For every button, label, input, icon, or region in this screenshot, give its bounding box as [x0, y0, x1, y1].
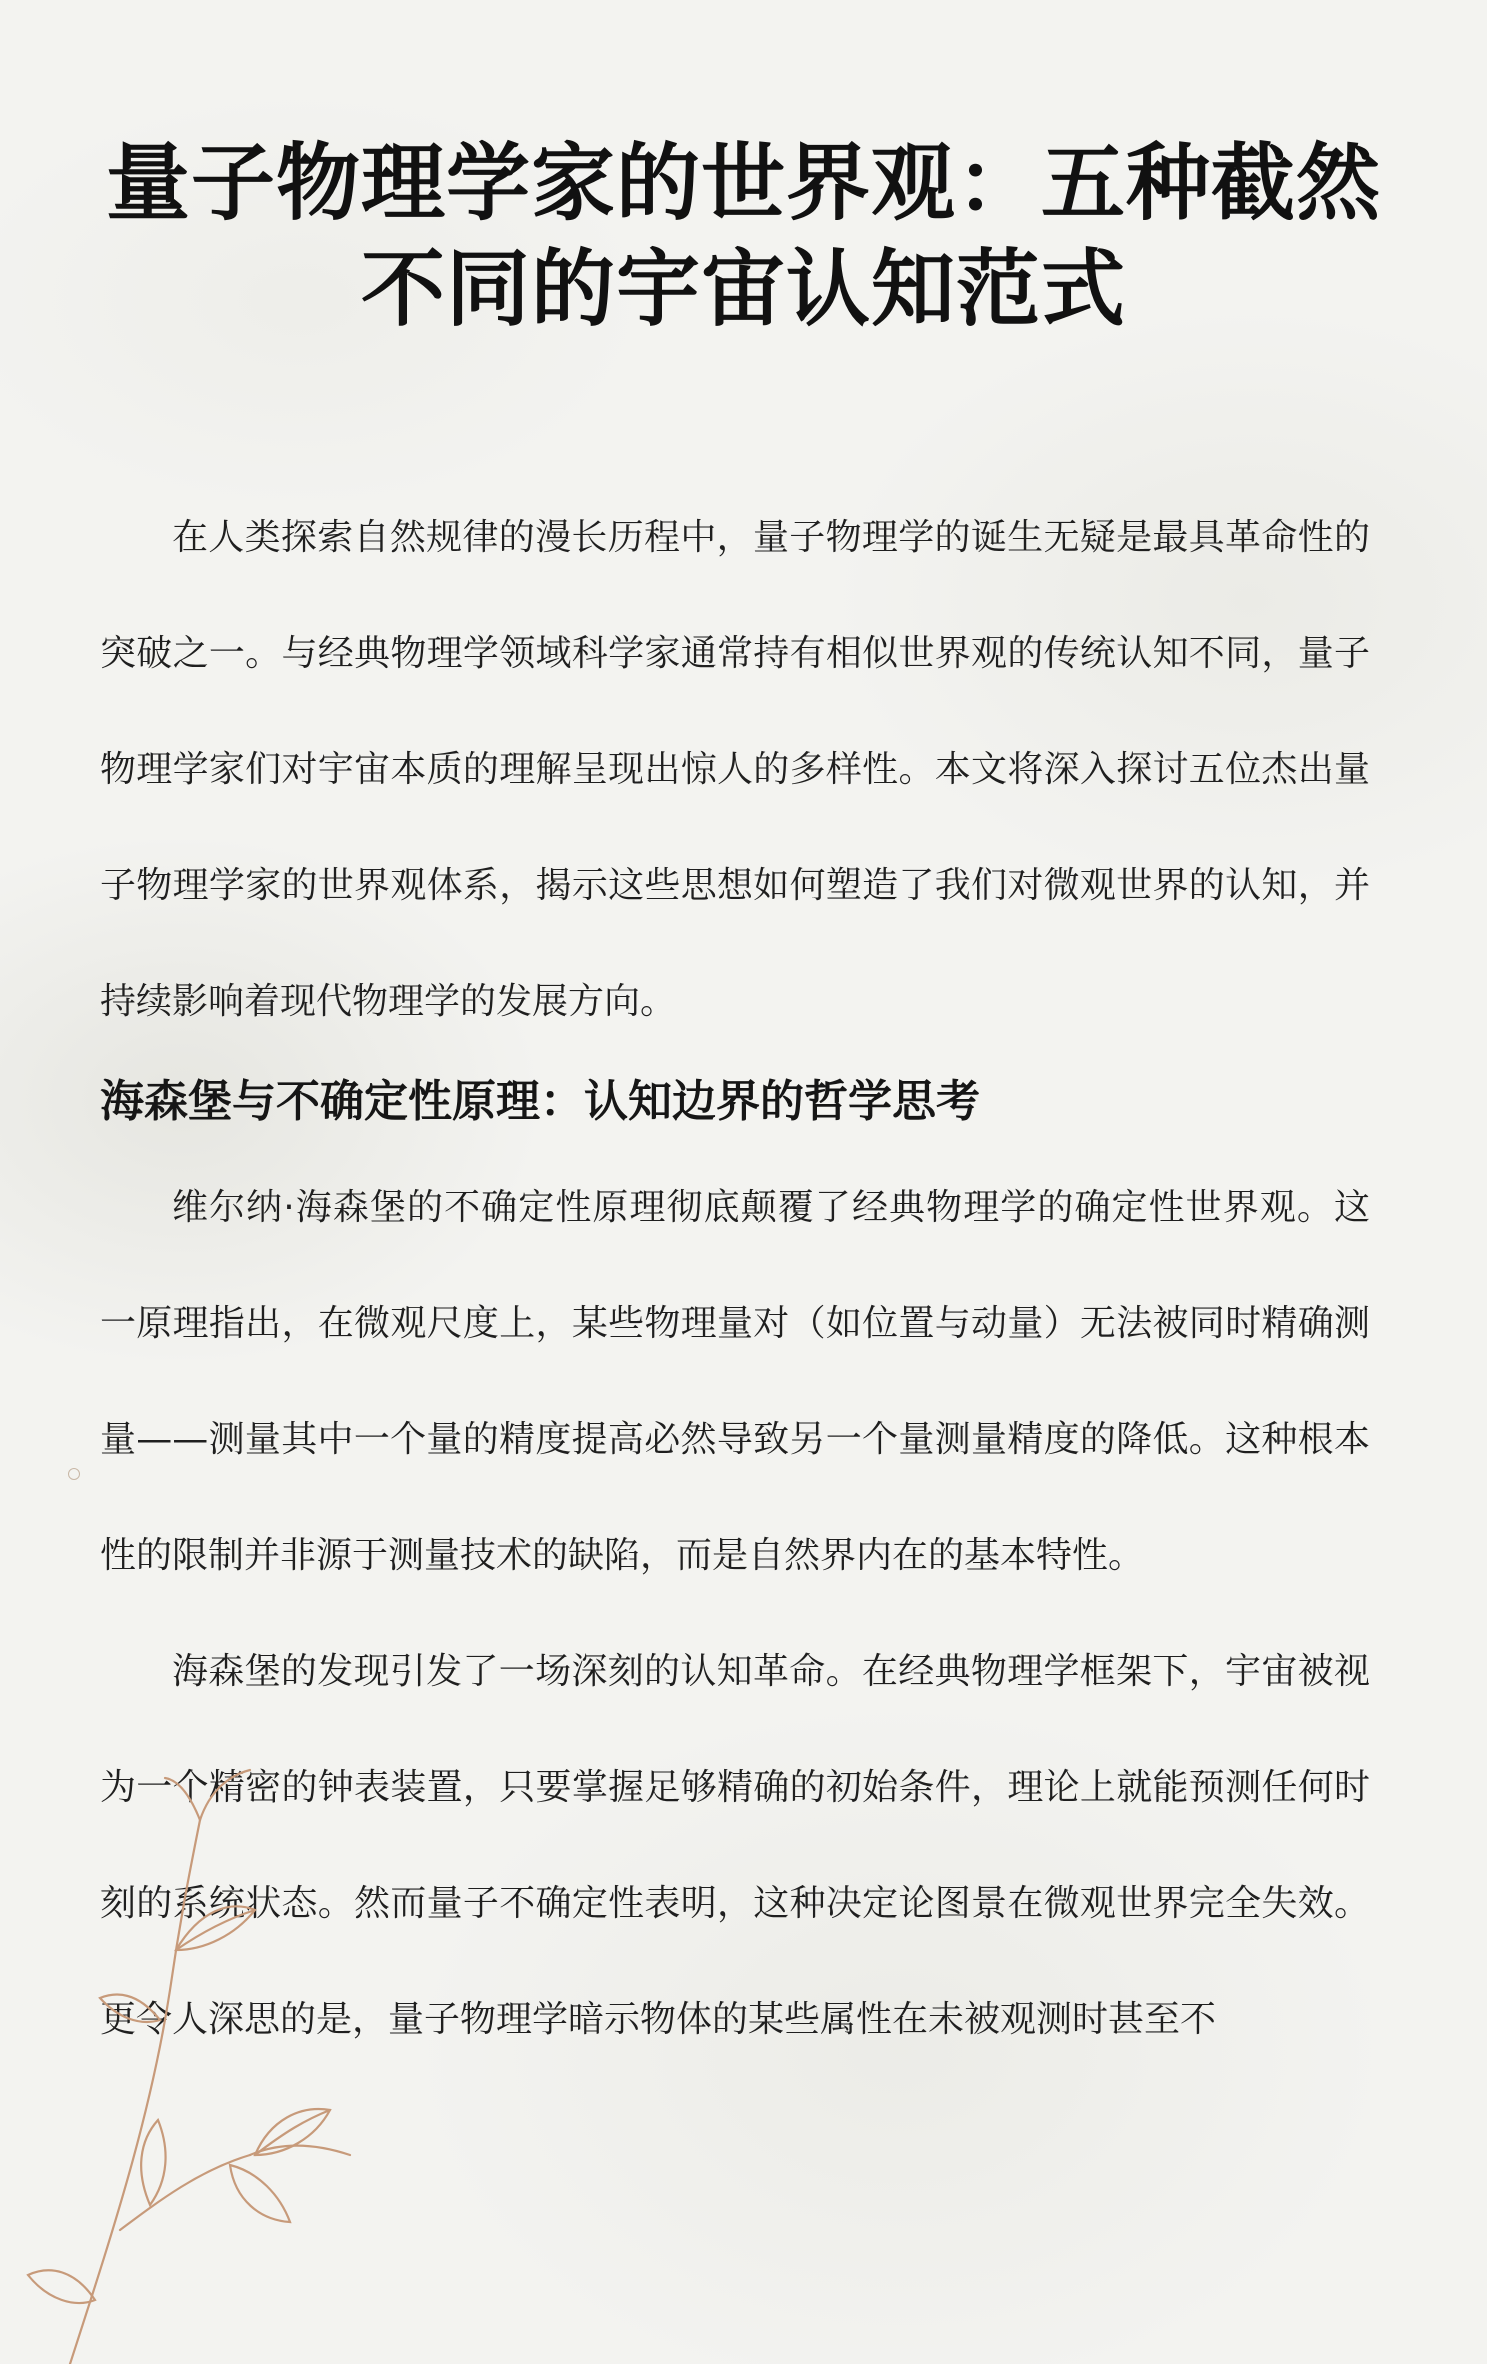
section-heading: 海森堡与不确定性原理：认知边界的哲学思考: [100, 1076, 980, 1127]
intro-paragraph: 在人类探索自然规律的漫长历程中，量子物理学的诞生无疑是最具革命性的突破之一。与经典物理学领域科学家通常持有相似世界观的传统认知不同，量子物理学家们对宇宙本质的理解呈现出惊人的多样性。本文将深入探讨五位杰出量子物理学家的世界观体系，揭示这些思想如何塑造了我们对微观世界的认知，并持续影响着现代物理学的发展方向。: [100, 517, 1370, 1022]
page-title: 量子物理学家的世界观：五种截然不同的宇宙认知范式: [105, 134, 1381, 338]
article-body: [100, 480, 1370, 2078]
section-paragraph-2: 海森堡的发现引发了一场深刻的认知革命。在经典物理学框架下，宇宙被视为一个精密的钟表装置，只要掌握足够精确的初始条件，理论上就能预测任何时刻的系统状态。然而量子不确定性表明，这种决定论图景在微观世界完全失效。更令人深思的是，量子物理学暗示物体的某些属性在未被观测时甚至不: [100, 1651, 1370, 2040]
decorative-dot-icon: [68, 1468, 80, 1480]
section-paragraph-1: 维尔纳·海森堡的不确定性原理彻底颠覆了经典物理学的确定性世界观。这一原理指出，在微观尺度上，某些物理量对（如位置与动量）无法被同时精确测量——测量其中一个量的精度提高必然导致另一个量测量精度的降低。这种根本性的限制并非源于测量技术的缺陷，而是自然界内在的基本特性。: [100, 1187, 1370, 1576]
